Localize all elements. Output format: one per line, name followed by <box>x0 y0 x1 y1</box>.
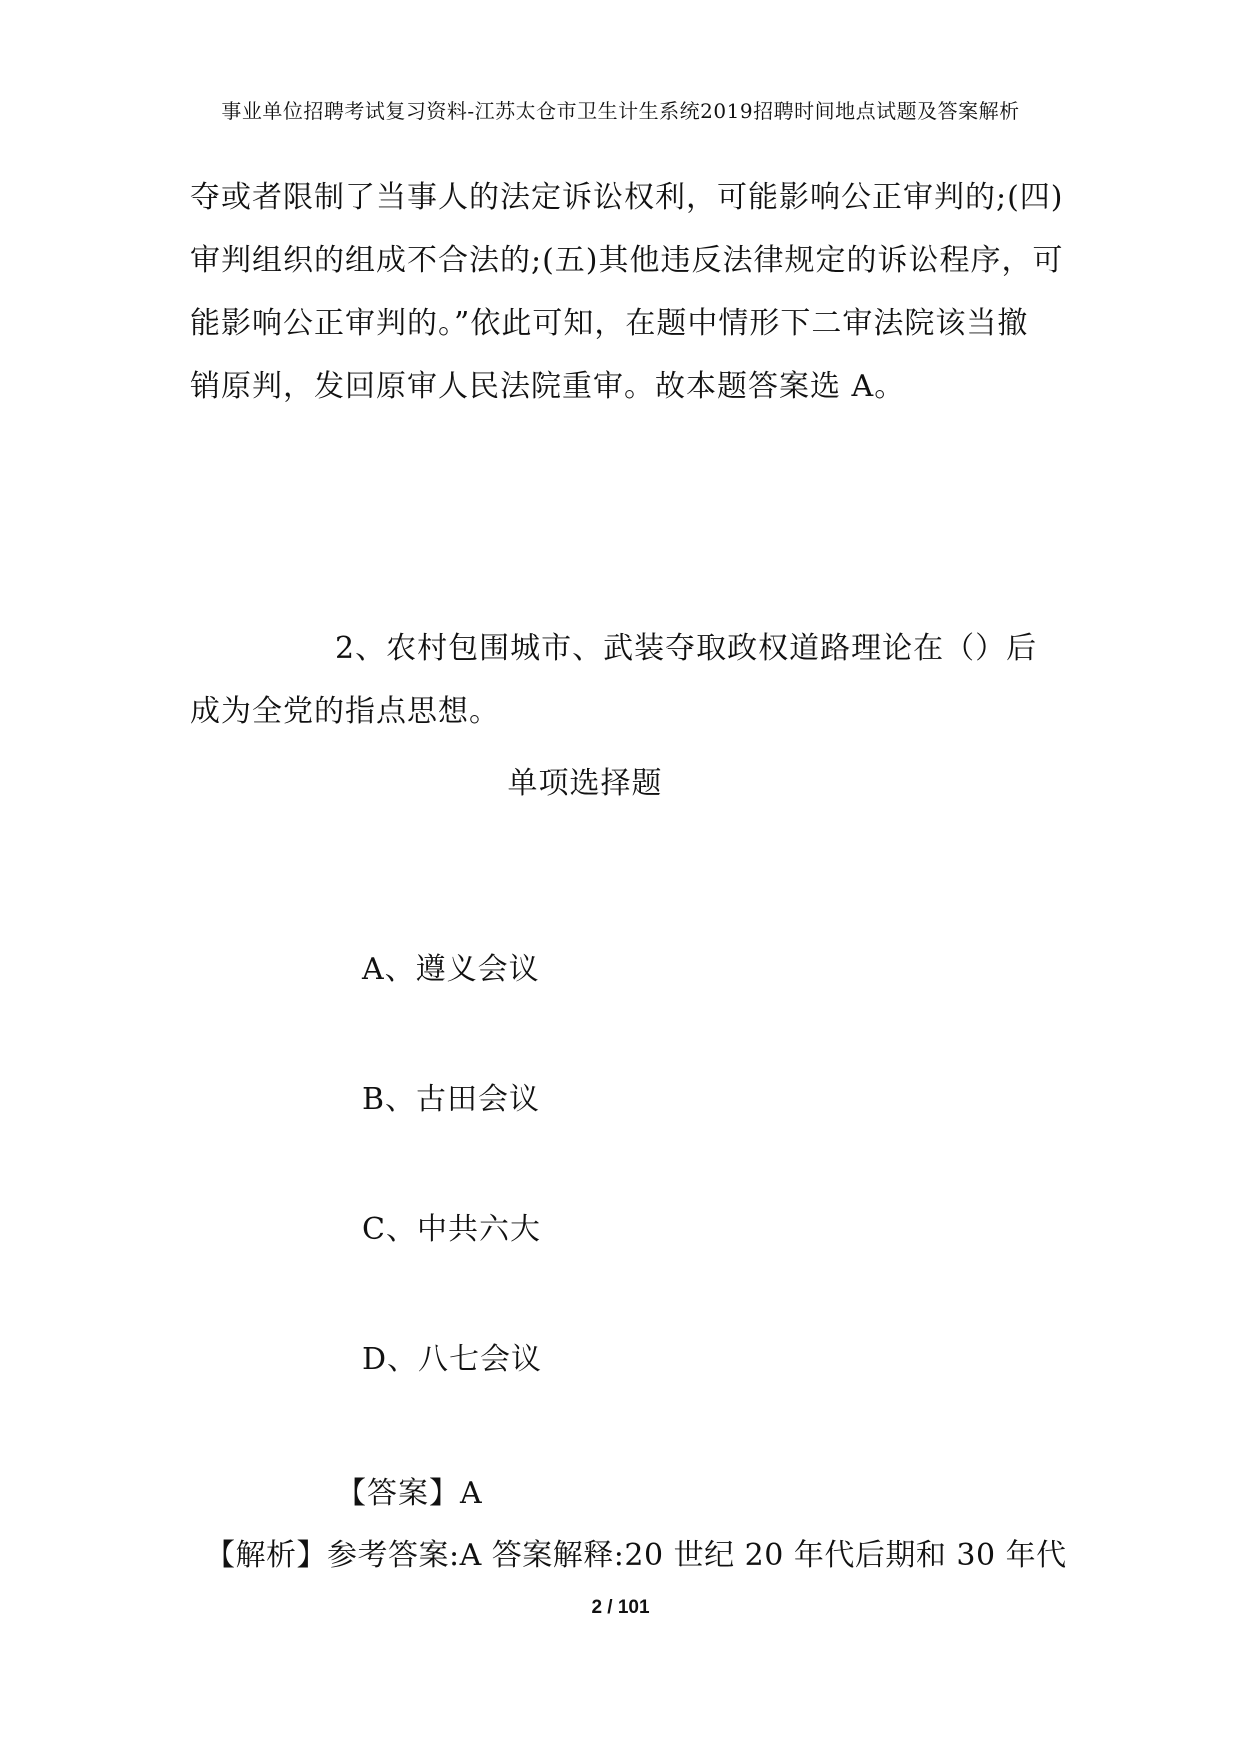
option-c: C、中共六大 <box>362 1212 541 1247</box>
option-b: B、古田会议 <box>362 1082 541 1117</box>
analysis-line: 【解析】参考答案:A 答案解释:20 世纪 20 年代后期和 30 年代 <box>205 1538 1067 1573</box>
explanation-line-3: 能影响公正审判的。”依此可知，在题中情形下二审法院该当撤 <box>190 306 1029 341</box>
question-type-label: 单项选择题 <box>507 766 663 801</box>
option-a: A、遵义会议 <box>362 952 540 987</box>
option-d: D、八七会议 <box>362 1342 543 1377</box>
explanation-line-4: 销原判，发回原审人民法院重审。故本题答案选 A。 <box>190 369 906 404</box>
answer-line: 【答案】A <box>336 1476 483 1511</box>
explanation-line-2: 审判组织的组成不合法的;(五)其他违反法律规定的诉讼程序，可 <box>190 243 1064 278</box>
question-stem-line-2: 成为全党的指点思想。 <box>190 694 500 729</box>
explanation-line-1: 夺或者限制了当事人的法定诉讼权利，可能影响公正审判的;(四) <box>190 180 1064 215</box>
question-stem-line-1: 2、农村包围城市、武装夺取政权道路理论在（）后 <box>335 631 1038 666</box>
running-header: 事业单位招聘考试复习资料-江苏太仓市卫生计生系统2019招聘时间地点试题及答案解析 <box>221 99 1020 123</box>
page-number: 2 / 101 <box>591 1597 650 1618</box>
